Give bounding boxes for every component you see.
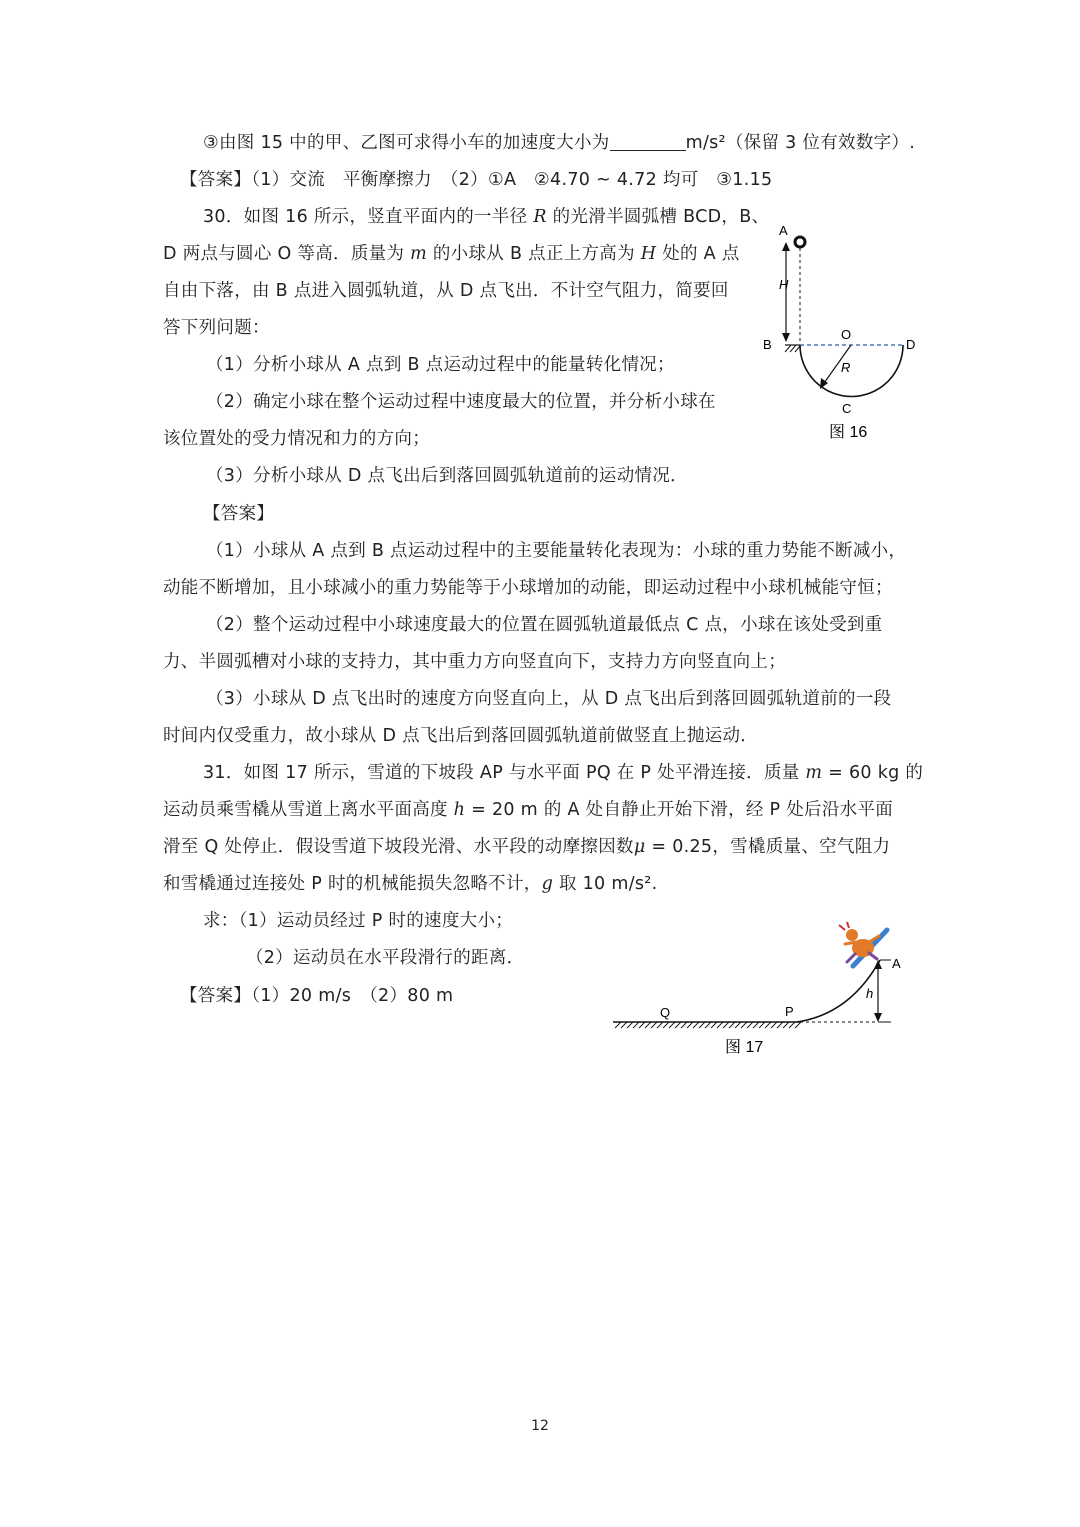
q29-part3-line: ③由图 15 中的甲、乙图可求得小车的加速度大小为 m/s²（保留 3 位有效数字）.	[203, 133, 916, 153]
q30-answer-tag: 【答案】	[203, 504, 275, 524]
q30-ans1-line-2: 动能不断增加，且小球减小的重力势能等于小球增加的动能，即运动过程中小球机械能守恒；	[163, 578, 893, 598]
q31-line-2: 运动员乘雪橇从雪道上离水平面高度 h = 20 m 的 A 处自静止开始下滑，经 P 处后沿水平面	[163, 800, 894, 820]
fig17-label-p: P	[785, 1004, 794, 1019]
q30-line-2: D 两点与圆心 O 等高．质量为 m 的小球从 B 点正上方高为 H 处的 A 点	[163, 244, 740, 264]
fig16-label-h: H	[779, 277, 789, 292]
fig16-label-a: A	[779, 223, 788, 238]
q30-ans1-line-1: （1）小球从 A 点到 B 点运动过程中的主要能量转化表现为：小球的重力势能不断减小，	[206, 541, 907, 561]
ball	[795, 237, 805, 247]
fig16-caption: 图 16	[829, 424, 868, 441]
q31-ask-1: 求：（1）运动员经过 P 时的速度大小；	[203, 911, 514, 931]
q30-ans2-line-2: 力、半圆弧槽对小球的支持力，其中重力方向竖直向下，支持力方向竖直向上；	[163, 652, 786, 672]
q30-ans3-line-1: （3）小球从 D 点飞出时的速度方向竖直向上，从 D 点飞出后到落回圆弧轨道前的一段	[206, 689, 892, 709]
fig16-label-o: O	[841, 327, 852, 342]
q30-sub2-line-1: （2）确定小球在整个运动过程中速度最大的位置，并分析小球在	[206, 392, 716, 412]
q30-ans2-line-1: （2）整个运动过程中小球速度最大的位置在圆弧轨道最低点 C 点，小球在该处受到重	[206, 615, 883, 635]
figure-16	[755, 215, 925, 450]
q30-sub3: （3）分析小球从 D 点飞出后到落回圆弧轨道前的运动情况．	[206, 466, 688, 486]
fig16-label-b: B	[763, 337, 772, 352]
q30-sub2-line-2: 该位置处的受力情况和力的方向；	[163, 429, 430, 449]
fig17-label-q: Q	[660, 1005, 671, 1020]
fig16-label-d: D	[906, 337, 916, 352]
fig17-caption: 图 17	[725, 1039, 764, 1056]
q30-sub1: （1）分析小球从 A 点到 B 点运动过程中的能量转化情况；	[206, 355, 675, 375]
q30-line-3: 自由下落，由 B 点进入圆弧轨道，从 D 点飞出．不计空气阻力，简要回	[163, 281, 729, 301]
q30-ans3-line-2: 时间内仅受重力，故小球从 D 点飞出后到落回圆弧轨道前做竖直上抛运动．	[163, 726, 759, 746]
q31-answer-line: 【答案】（1）20 m/s （2）80 m	[180, 986, 454, 1006]
q31-line-1: 31．如图 17 所示，雪道的下坡段 AP 与水平面 PQ 在 P 处平滑连接．质量 m = 60 kg 的	[203, 763, 924, 783]
q31-line-4: 和雪橇通过连接处 P 时的机械能损失忽略不计，g 取 10 m/s².	[163, 874, 658, 894]
fig16-label-c: C	[842, 401, 852, 416]
figure-17	[605, 918, 910, 1063]
page-number: 12	[531, 1418, 549, 1434]
q31-line-3: 滑至 Q 处停止．假设雪道下坡段光滑、水平段的动摩擦因数μ = 0.25，雪橇质量、空气阻力	[163, 837, 891, 857]
snowboarder-icon	[839, 922, 887, 966]
semicircle-track	[800, 345, 903, 397]
q31-ask-2: （2）运动员在水平段滑行的距离．	[246, 948, 525, 968]
fig17-label-h: h	[866, 986, 874, 1001]
answer-blank	[610, 132, 686, 151]
q30-line-1: 30．如图 16 所示，竖直平面内的一半径 R 的光滑半圆弧槽 BCD，B、	[203, 207, 770, 227]
q30-line-4: 答下列问题：	[163, 318, 270, 338]
q29-answer-line: 【答案】（1）交流 平衡摩擦力 （2）①A ②4.70 ~ 4.72 均可 ③1.15	[180, 170, 773, 190]
fig17-label-a: A	[892, 956, 901, 971]
fig16-label-r: R	[841, 360, 851, 375]
